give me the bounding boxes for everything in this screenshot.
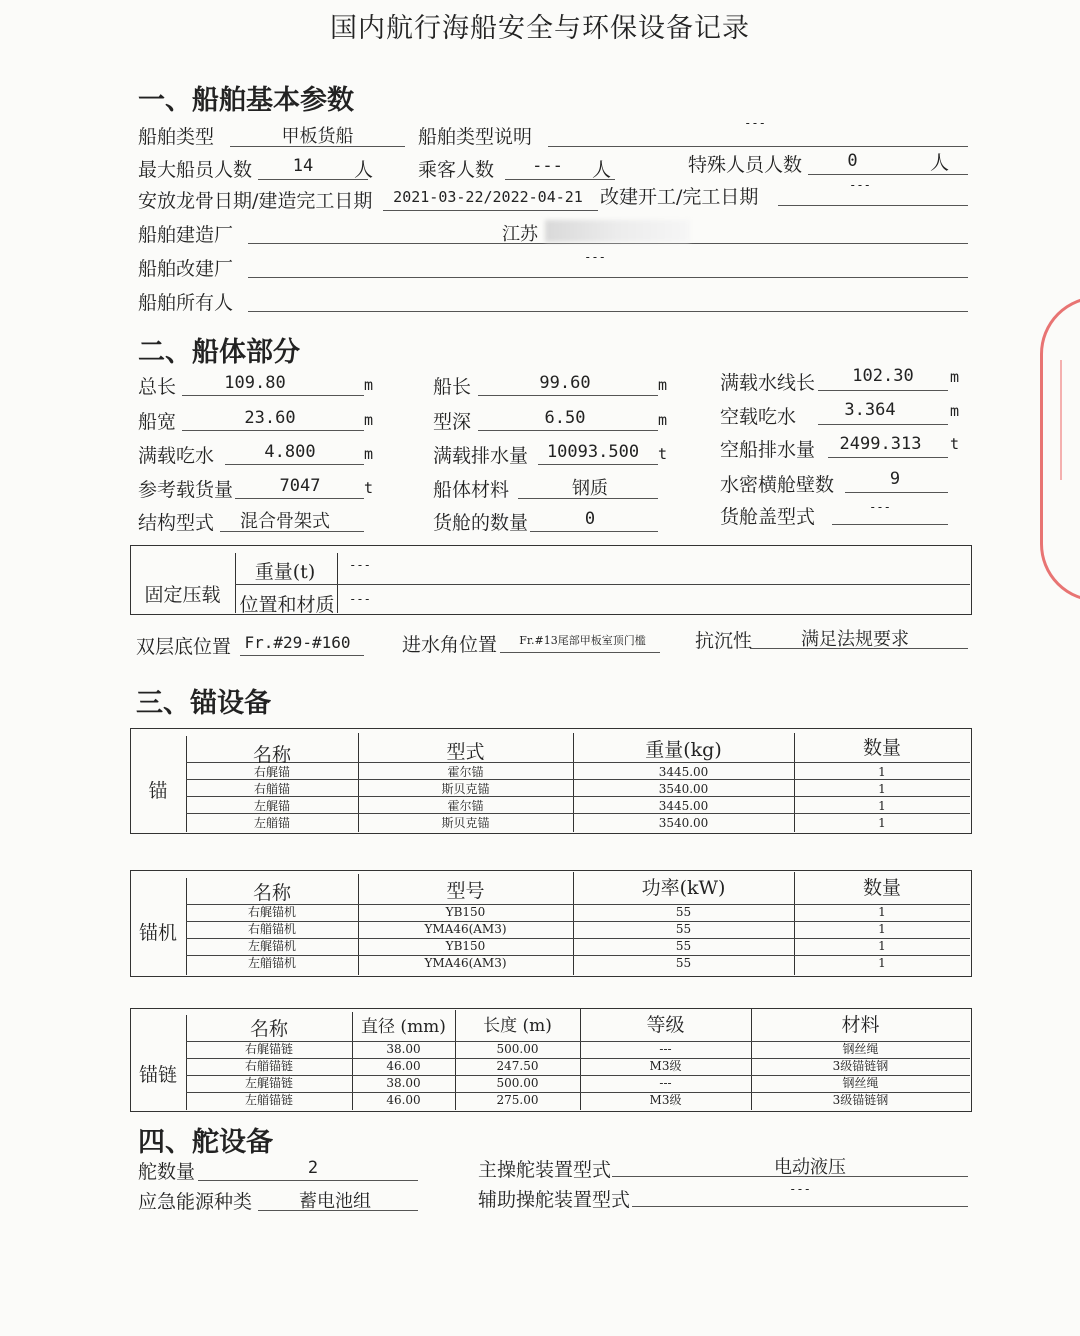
special-label: 特殊人员人数 [688,154,803,176]
lpp-label: 船长 [433,376,472,398]
main-steering-label: 主操舵装置型式 [478,1159,612,1181]
chain-cell: 右艏锚链 [244,1059,293,1073]
rudder-count-label: 舵数量 [138,1161,196,1183]
double-bottom-value: Fr.#29-#160 [244,633,351,652]
flood-angle-value: Fr.#13尾部甲板室顶门槛 [519,634,646,647]
section-heading-rudder: 四、舵设备 [138,1127,273,1158]
anchor-cell: 霍尔锚 [447,799,484,813]
max-crew-label: 最大船员人数 [138,159,253,181]
flood-angle-label: 进水角位置 [402,634,498,656]
full-draft-unit: m [364,445,374,463]
depth-label: 型深 [433,411,472,433]
windlass-cell: 右艏锚机 [247,922,296,936]
chain-cell: --- [659,1076,672,1090]
section-heading-basic: 一、船舶基本参数 [138,85,354,116]
wll-label: 满载水线长 [720,372,816,394]
chain-cell: 275.00 [496,1093,539,1107]
ship-type-desc-value: --- [744,116,766,130]
chain-cell: 右艉锚链 [244,1042,293,1056]
ballast-weight-label: 重量(t) [254,561,316,583]
light-disp-label: 空船排水量 [720,439,816,461]
anchor-cell: 1 [878,782,886,796]
chain-col-name: 名称 [249,1018,288,1040]
special-unit: 人 [930,152,950,174]
light-disp-unit: t [950,435,960,453]
cargo-value: 7047 [279,476,321,496]
full-disp-value: 10093.500 [546,442,640,462]
owner-label: 船舶所有人 [138,292,234,314]
windlass-col-model: 型号 [446,880,485,902]
max-crew-unit: 人 [354,159,374,181]
builder-value: 江苏 [502,224,538,245]
holds-label: 货舱的数量 [433,512,529,534]
chain-cell: 左艏锚链 [244,1093,293,1107]
refit-value: --- [849,178,871,192]
struct-label: 结构型式 [138,512,215,534]
struct-value: 混合骨架式 [240,511,330,532]
emergency-power-value: 蓄电池组 [299,1191,371,1212]
double-bottom-label: 双层底位置 [136,636,232,658]
loa-label: 总长 [138,376,177,398]
chain-cell: M3级 [649,1059,682,1073]
official-seal-inner [1060,360,1080,480]
chain-cell: 46.00 [386,1059,421,1073]
windlass-cell: 左艉锚机 [247,939,296,953]
chain-col-length: 长度 (m) [483,1016,552,1036]
section-heading-anchor: 三、锚设备 [136,688,271,719]
anchor-cell: 3445.00 [658,765,709,779]
anchor-cell: 右艏锚 [253,782,290,796]
full-disp-unit: t [658,445,668,463]
anchor-row-label: 锚 [148,780,168,802]
chain-cell: --- [659,1042,672,1056]
chain-row-label: 锚链 [138,1064,177,1086]
windlass-cell: 1 [878,922,886,936]
lpp-value: 99.60 [539,373,591,393]
loa-unit: m [364,376,374,394]
windlass-cell: 55 [675,922,692,936]
material-label: 船体材料 [433,479,510,501]
hatch-value: --- [869,500,891,514]
refit-label: 改建开工/完工日期 [600,186,759,208]
anchor-cell: 1 [878,799,886,813]
holds-value: 0 [584,509,596,529]
anchor-cell: 1 [878,765,886,779]
anchor-col-name: 名称 [252,744,291,766]
chain-cell: 500.00 [496,1042,539,1056]
emergency-power-label: 应急能源种类 [138,1191,253,1213]
redacted-area [545,220,690,242]
chain-cell: 3级锚链钢 [832,1059,889,1073]
rebuilder-value: --- [584,250,606,264]
wll-value: 102.30 [852,366,914,386]
loa-value: 109.80 [224,373,286,393]
chain-col-diameter: 直径 (mm) [361,1017,446,1037]
lpp-unit: m [658,376,668,394]
rebuilder-label: 船舶改建厂 [138,258,234,280]
windlass-cell: 1 [878,956,886,970]
windlass-col-qty: 数量 [862,877,901,899]
keel-value: 2021-03-22/2022-04-21 [393,188,583,206]
ballast-label: 固定压载 [144,584,221,606]
windlass-cell: YB150 [445,939,486,953]
chain-cell: 38.00 [386,1042,421,1056]
anchor-col-type: 型式 [446,741,485,763]
hatch-label: 货舱盖型式 [720,506,816,528]
anchor-col-weight: 重量(kg) [645,739,722,761]
beam-value: 23.60 [244,408,296,428]
cargo-label: 参考载货量 [138,479,234,501]
chain-col-material: 材料 [841,1014,880,1036]
chain-cell: 38.00 [386,1076,421,1090]
passengers-value: --- [532,156,563,176]
windlass-cell: YB150 [445,905,486,919]
light-draft-unit: m [950,402,960,420]
anchor-cell: 右艉锚 [253,765,290,779]
ballast-weight-value: --- [349,558,371,572]
chain-cell: 46.00 [386,1093,421,1107]
anchor-cell: 左艏锚 [253,816,290,830]
ballast-pos-label: 位置和材质 [239,594,335,616]
light-draft-label: 空载吃水 [720,406,797,428]
subdivision-value: 满足法规要求 [801,629,909,650]
builder-label: 船舶建造厂 [138,224,234,246]
chain-cell: 500.00 [496,1076,539,1090]
anchor-cell: 3445.00 [658,799,709,813]
anchor-cell: 3540.00 [658,816,709,830]
keel-label: 安放龙骨日期/建造完工日期 [138,190,373,212]
windlass-cell: YMA46(AM3) [424,922,507,936]
anchor-col-qty: 数量 [862,737,901,759]
passengers-label: 乘客人数 [418,159,495,181]
ballast-pos-value: --- [349,592,371,606]
special-value: 0 [847,151,858,171]
ship-type-desc-label: 船舶类型说明 [418,126,533,148]
ship-type-value: 甲板货船 [281,126,354,147]
depth-unit: m [658,411,668,429]
anchor-cell: 左艉锚 [253,799,290,813]
subdivision-label: 抗沉性 [695,630,753,652]
full-disp-label: 满载排水量 [433,445,529,467]
chain-cell: 左艉锚链 [244,1076,293,1090]
anchor-cell: 斯贝克锚 [441,816,490,830]
windlass-cell: 1 [878,939,886,953]
section-heading-hull: 二、船体部分 [138,337,300,368]
aux-steering-value: --- [789,1182,811,1196]
max-crew-value: 14 [292,156,314,176]
passengers-unit: 人 [592,159,612,181]
chain-cell: 3级锚链钢 [832,1093,889,1107]
bulkhead-value: 9 [889,469,901,489]
windlass-row-label: 锚机 [138,922,177,944]
anchor-cell: 1 [878,816,886,830]
windlass-cell: 55 [675,956,692,970]
beam-label: 船宽 [138,411,177,433]
windlass-cell: 55 [675,939,692,953]
rudder-count-value: 2 [307,1158,319,1178]
windlass-cell: 1 [878,905,886,919]
windlass-cell: YMA46(AM3) [424,956,507,970]
chain-col-grade: 等级 [646,1014,685,1036]
material-value: 钢质 [572,478,608,499]
chain-cell: M3级 [649,1093,682,1107]
aux-steering-label: 辅助操舵装置型式 [478,1189,631,1211]
chain-cell: 钢丝绳 [842,1042,879,1056]
beam-unit: m [364,411,374,429]
windlass-col-name: 名称 [252,882,291,904]
document-title: 国内航行海船安全与环保设备记录 [330,13,750,44]
windlass-col-power: 功率(kW) [641,877,726,899]
windlass-cell: 左艏锚机 [247,956,296,970]
ship-type-label: 船舶类型 [138,126,215,148]
chain-cell: 247.50 [496,1059,539,1073]
depth-value: 6.50 [544,408,586,428]
anchor-cell: 斯贝克锚 [441,782,490,796]
windlass-cell: 右艉锚机 [247,905,296,919]
full-draft-label: 满载吃水 [138,445,215,467]
chain-cell: 钢丝绳 [842,1076,879,1090]
bulkhead-label: 水密横舱壁数 [720,474,835,496]
main-steering-value: 电动液压 [774,1157,846,1178]
full-draft-value: 4.800 [264,442,316,462]
anchor-cell: 3540.00 [658,782,709,796]
light-draft-value: 3.364 [844,400,896,420]
wll-unit: m [950,368,960,386]
cargo-unit: t [364,479,374,497]
anchor-cell: 霍尔锚 [447,765,484,779]
windlass-cell: 55 [675,905,692,919]
light-disp-value: 2499.313 [839,434,922,454]
